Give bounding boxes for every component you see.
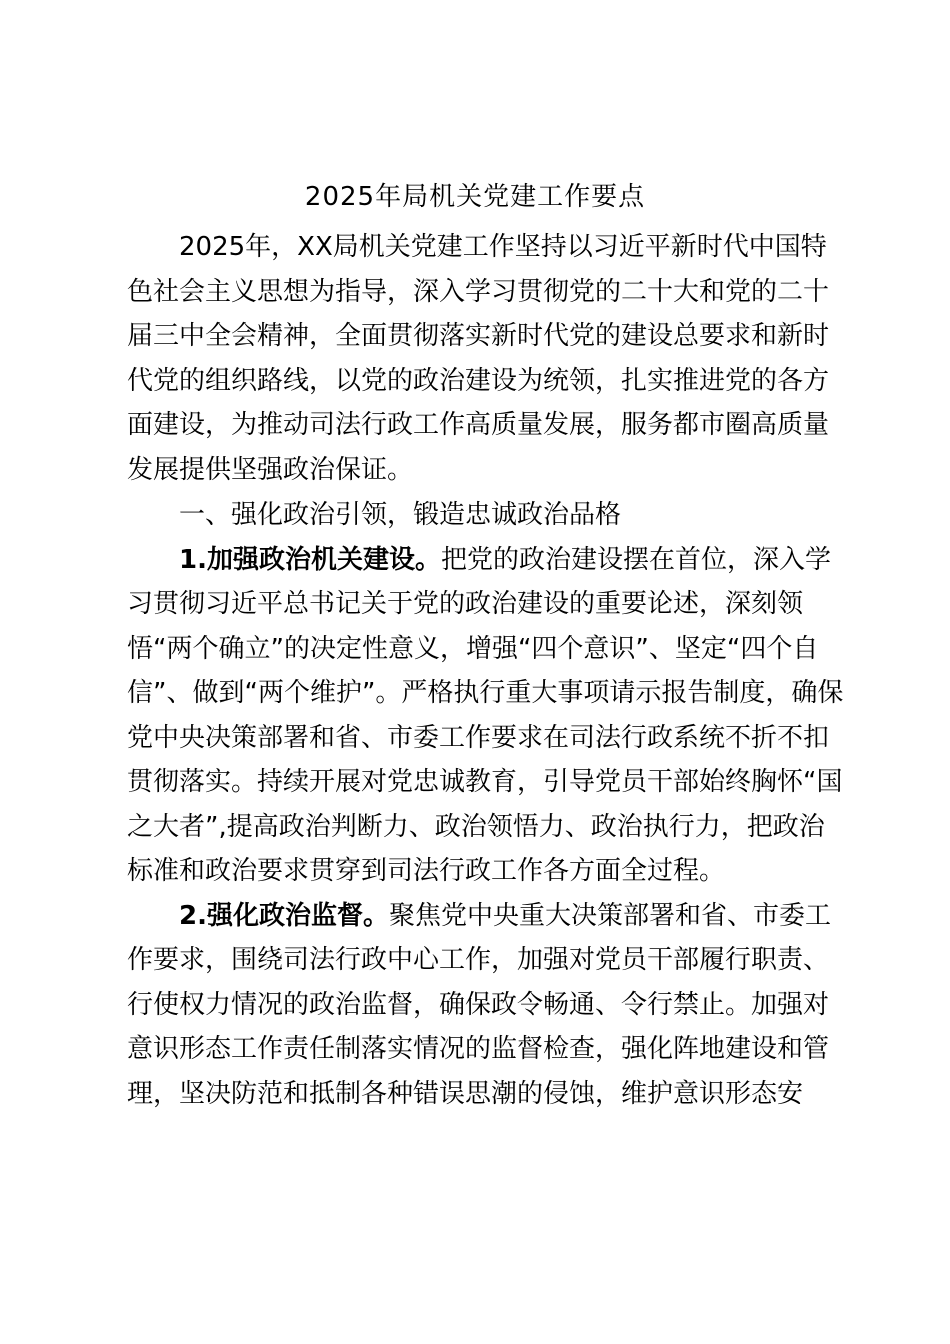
item-1-line: 党中央决策部署和省、市委工作要求在司法行政系统不折不扣	[127, 722, 830, 753]
intro-line: 面建设，为推动司法行政工作高质量发展，服务都市圈高质量	[127, 410, 830, 440]
item-2-line: 行使权力情况的政治监督，确保政令畅通、令行禁止。加强对	[127, 989, 830, 1020]
document-body	[127, 225, 844, 1116]
intro-line: 2025年，XX局机关党建工作坚持以习近平新时代中国特	[179, 232, 827, 262]
item-1-paragraph	[127, 538, 844, 894]
section-heading: 一、强化政治引领，锻造忠诚政治品格	[179, 500, 622, 530]
intro-line: 届三中全会精神，全面贯彻落实新时代党的建设总要求和新时	[127, 321, 830, 351]
item-2-line: 理，坚决防范和抵制各种错误思潮的侵蚀，维护意识形态安	[127, 1078, 804, 1109]
item-1-line: 标准和政治要求贯穿到司法行政工作各方面全过程。	[127, 856, 726, 886]
item-1-first-line	[127, 538, 835, 583]
intro-line: 发展提供坚强政治保证。	[127, 454, 414, 485]
item-2-first-rest: 聚焦党中央重大决策部署和省、市委工	[388, 900, 831, 931]
item-1-line: 习贯彻习近平总书记关于党的政治建设的重要论述，深刻领	[127, 589, 804, 619]
intro-paragraph	[127, 225, 835, 492]
intro-line: 色社会主义思想为指导，深入学习贯彻党的二十大和党的二十	[127, 276, 830, 307]
item-2-line: 作要求，围绕司法行政中心工作，加强对党员干部履行职责、	[127, 945, 830, 975]
item-2-lead: 2.强化政治监督。	[179, 900, 389, 931]
intro-line: 代党的组织路线，以党的政治建设为统领，扎实推进党的各方	[127, 365, 830, 396]
document-title: 2025年局机关党建工作要点	[304, 182, 646, 212]
item-1-lead: 1.加强政治机关建设。	[179, 544, 441, 575]
item-1-first-rest: 把党的政治建设摆在首位，深入学	[440, 544, 831, 575]
item-1-line: 贯彻落实。持续开展对党忠诚教育，引导党员干部始终胸怀“国	[127, 767, 843, 797]
item-2-paragraph	[127, 894, 835, 1117]
item-1-line: 悟“两个确立”的决定性意义，增强“四个意识”、坚定“四个自	[127, 633, 819, 664]
item-1-line: 信”、做到“两个维护”。严格执行重大事项请示报告制度，确保	[127, 678, 844, 708]
item-2-first-line	[127, 894, 835, 939]
item-2-line: 意识形态工作责任制落实情况的监督检查，强化阵地建设和管	[127, 1034, 830, 1064]
item-1-line: 之大者”,提高政治判断力、政治领悟力、政治执行力，把政治	[127, 811, 825, 842]
